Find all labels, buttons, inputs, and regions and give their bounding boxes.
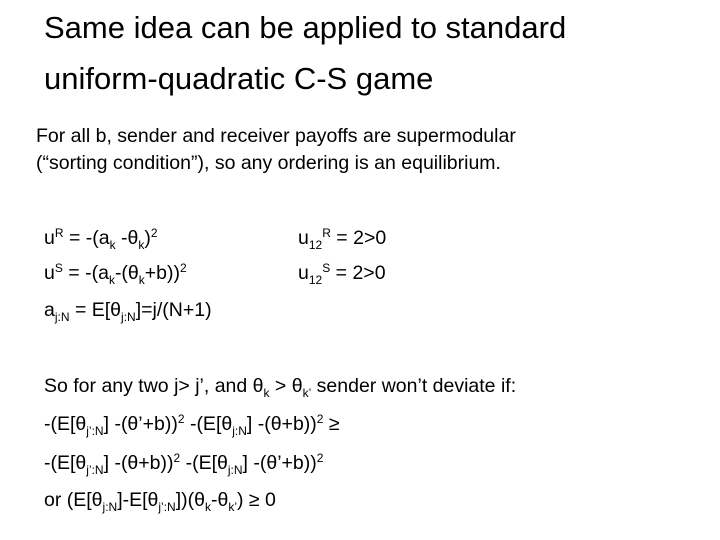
formula-sub: j:N <box>102 500 118 514</box>
formula-text: u <box>298 227 309 249</box>
formula-text: > θ <box>269 375 303 397</box>
formula-text: = E[θ <box>69 299 122 321</box>
formula-receiver-payoff <box>44 226 158 250</box>
formula-text: ≥ <box>323 413 340 435</box>
intro-line-2: (“sorting condition”), so any ordering is an equilibrium. <box>36 152 501 174</box>
formula-sub: k <box>138 238 145 252</box>
formula-text: So for any two j> j’, and θ <box>44 375 264 397</box>
formula-sub: 12 <box>308 273 323 287</box>
formula-sup: 2 <box>150 226 158 240</box>
formula-text: ] -(θ+b)) <box>246 413 317 435</box>
formula-sub: j’:N <box>158 500 176 514</box>
formula-text: sender won’t deviate if: <box>311 375 517 397</box>
formula-text: ])(θ <box>175 489 205 511</box>
formula-sub: j’:N <box>86 424 104 438</box>
formula-text: ] -(θ+b)) <box>103 452 174 474</box>
formula-sub: k <box>204 500 211 514</box>
title-line-1: Same idea can be applied to standard <box>44 10 567 45</box>
formula-sender-cross-partial <box>298 261 386 285</box>
formula-sub: k <box>138 273 145 287</box>
deviation-line-1 <box>44 374 516 398</box>
formula-text: ] -(θ’+b)) <box>103 413 178 435</box>
formula-text: -(E[θ <box>44 413 87 435</box>
formula-text: -(E[θ <box>184 413 233 435</box>
formula-sender-payoff <box>44 261 187 285</box>
formula-sup: R <box>322 226 331 240</box>
formula-sub: k’ <box>228 500 237 514</box>
formula-text: -θ <box>115 227 139 249</box>
formula-text: or (E[θ <box>44 489 103 511</box>
formula-sub: j:N <box>227 463 243 477</box>
formula-text: -θ <box>210 489 229 511</box>
formula-sup: 2 <box>316 451 324 465</box>
formula-sub: k <box>108 273 115 287</box>
formula-text: = 2>0 <box>330 227 387 249</box>
deviation-line-4 <box>44 488 276 512</box>
formula-sup: 2 <box>316 412 324 426</box>
formula-sup: 2 <box>180 261 187 275</box>
formula-sup: R <box>54 226 64 240</box>
intro-line-1: For all b, sender and receiver payoffs are supermodular <box>36 125 516 147</box>
intro-text <box>36 123 706 177</box>
formula-sub: j:N <box>232 424 247 438</box>
formula-action <box>44 298 212 322</box>
formula-text: a <box>44 299 55 321</box>
formula-sub: j:N <box>121 310 136 324</box>
formula-sup: S <box>54 261 63 275</box>
formula-text: = 2>0 <box>330 262 386 284</box>
formula-text: ]=j/(N+1) <box>135 299 212 321</box>
formula-text: ) ≥ 0 <box>237 489 276 511</box>
formula-text: u <box>44 227 55 249</box>
formula-text: +b)) <box>144 262 181 284</box>
deviation-line-3 <box>44 451 323 475</box>
formula-text: u <box>44 262 55 284</box>
formula-text: ) <box>144 227 151 249</box>
formula-sup: S <box>322 261 331 275</box>
title-line-2: uniform-quadratic C-S game <box>44 61 434 96</box>
slide-title <box>44 2 704 104</box>
formula-sub: j’:N <box>86 463 104 477</box>
formula-text: u <box>298 262 309 284</box>
formula-text: ] -(θ’+b)) <box>242 452 317 474</box>
formula-sup: 2 <box>177 412 185 426</box>
formula-text: = -(a <box>62 262 109 284</box>
formula-sub: k’ <box>302 386 312 400</box>
formula-sup: 2 <box>173 451 181 465</box>
formula-text: -(E[θ <box>44 452 87 474</box>
deviation-line-2 <box>44 412 340 436</box>
formula-sub: k <box>109 238 116 252</box>
formula-text: -(θ <box>114 262 139 284</box>
formula-sub: 12 <box>308 238 323 252</box>
formula-sub: k <box>263 386 270 400</box>
formula-text: -(E[θ <box>180 452 228 474</box>
formula-sub: j:N <box>54 310 70 324</box>
formula-text: = -(a <box>63 227 110 249</box>
formula-text: ]-E[θ <box>117 489 159 511</box>
formula-receiver-cross-partial <box>298 226 386 250</box>
